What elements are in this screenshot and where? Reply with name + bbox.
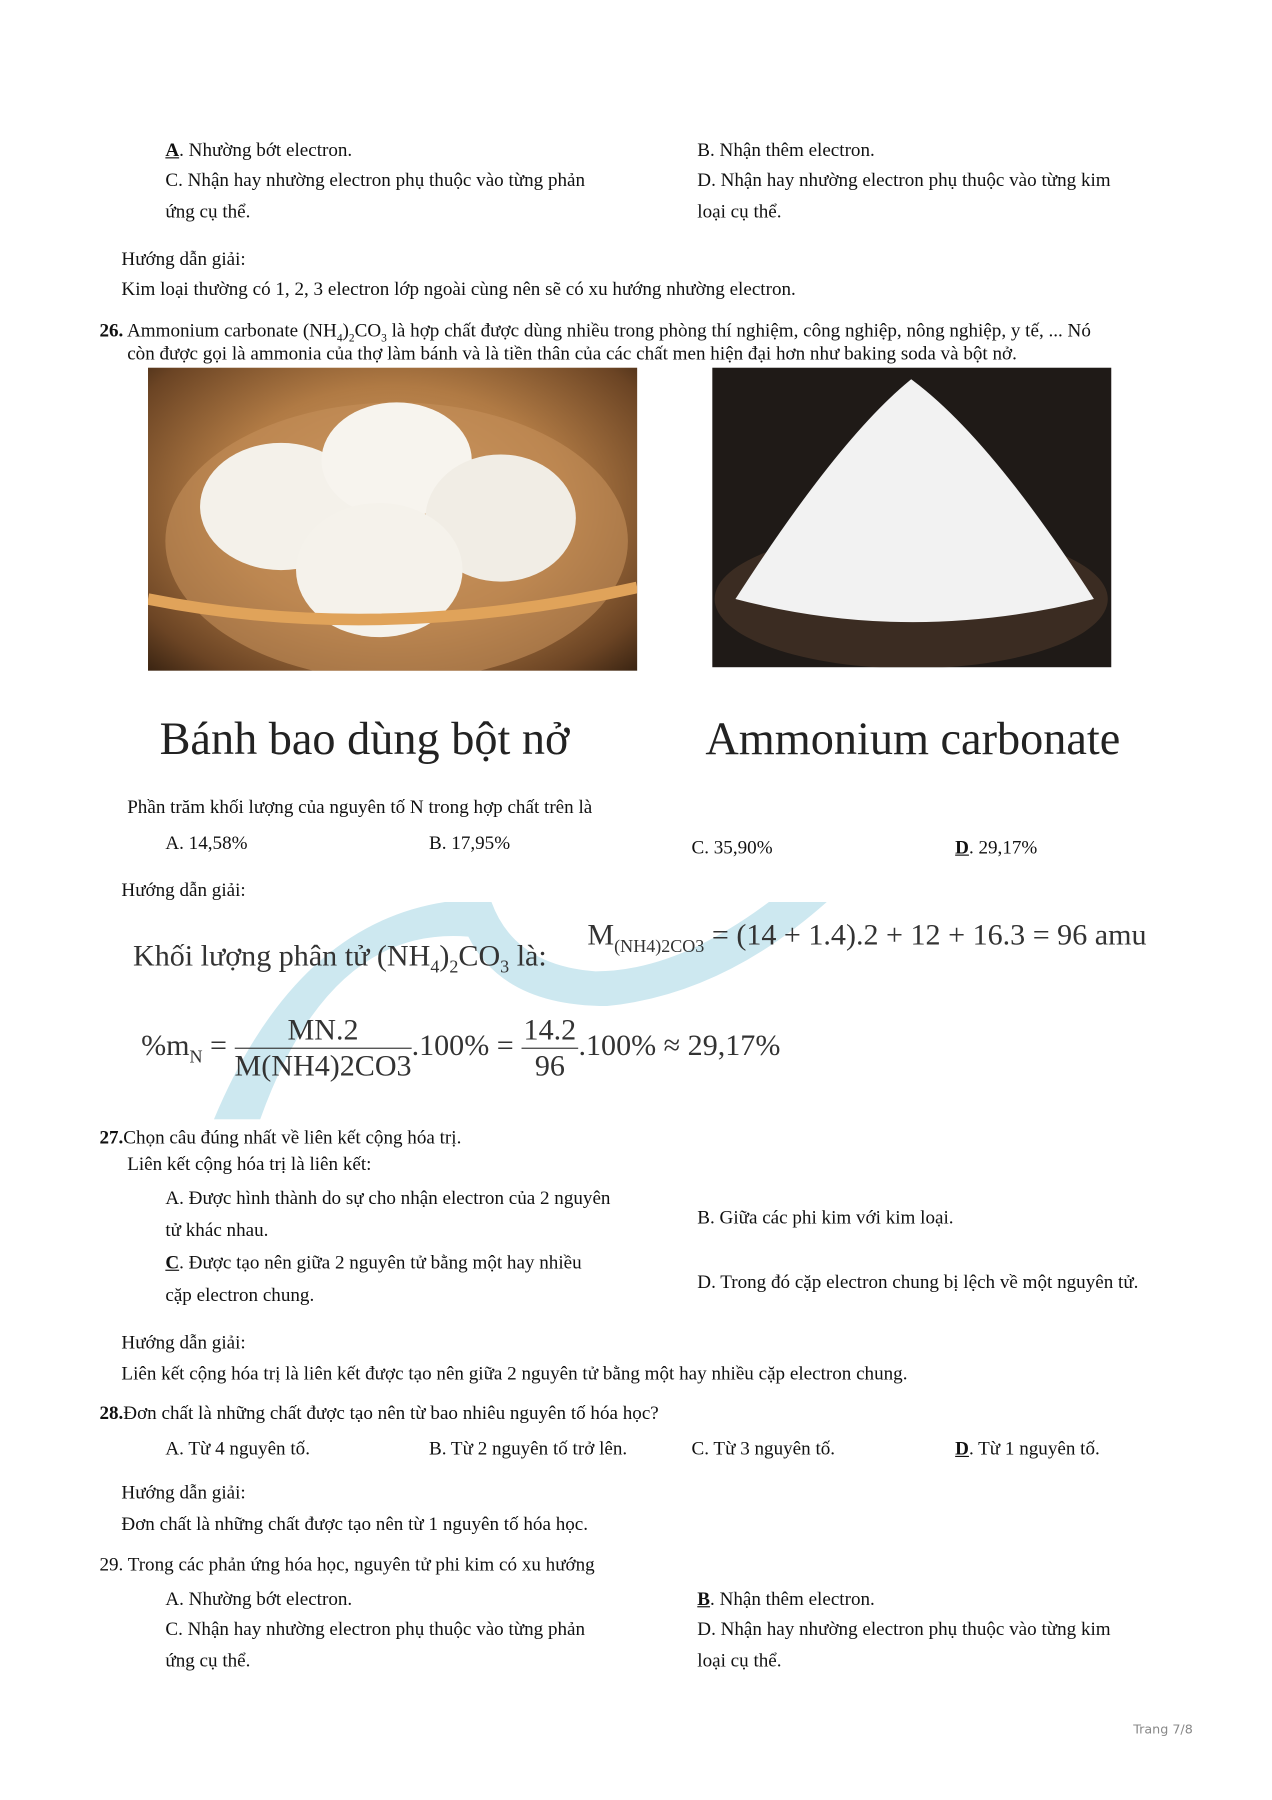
text: M: [587, 918, 615, 952]
text: (NH4)2CO3: [614, 936, 705, 957]
q28-option-d: [955, 1437, 1100, 1460]
text: ): [439, 938, 450, 973]
q27-option-b: B. Giữa các phi kim với kim loại.: [697, 1206, 954, 1229]
q27-option-a: A. Được hình thành do sự cho nhận electron của 2 nguyên: [165, 1186, 611, 1209]
formula-molar-mass-calc: [587, 918, 1146, 958]
text: ): [342, 319, 349, 342]
page-number: Trang 7/8: [1133, 1721, 1193, 1737]
q26-option-c: C. 35,90%: [691, 836, 773, 859]
q25-option-d-cont: loại cụ thể.: [697, 200, 782, 223]
q25-option-b: B. Nhận thêm electron.: [697, 138, 875, 161]
text: là:: [509, 938, 547, 973]
text: .100% ≈ 29,17%: [578, 1028, 781, 1063]
q27-option-d: D. Trong đó cặp electron chung bị lệch về một nguyên tử.: [697, 1270, 1139, 1293]
text: CO: [458, 938, 501, 973]
q29-option-b: [697, 1588, 875, 1611]
answer-letter: C: [165, 1251, 180, 1274]
option-text: . Nhận thêm electron.: [710, 1587, 875, 1610]
q28-option-c: C. Từ 3 nguyên tố.: [691, 1437, 836, 1460]
question-number: 27.: [99, 1126, 124, 1149]
text: 4: [336, 332, 343, 345]
q27-option-c: [165, 1251, 581, 1274]
text: .100% =: [411, 1028, 522, 1063]
formula-percent-n: [141, 1013, 780, 1084]
caption-right: Ammonium carbonate: [705, 712, 1121, 765]
text: là hợp chất được dùng nhiều trong phòng thí nghiệm, công nghiệp, nông nghiệp, y tế, ... Nó: [386, 319, 1091, 342]
q27-option-a-cont: tử khác nhau.: [165, 1218, 269, 1241]
q26-stem-cont: còn được gọi là ammonia của thợ làm bánh và là tiền thân của các chất men hiện đại hơn như baking soda và bột nở.: [127, 342, 1017, 365]
q28-option-a: A. Từ 4 nguyên tố.: [165, 1437, 310, 1460]
q28-guide-label: Hướng dẫn giải:: [121, 1481, 246, 1504]
denominator: 96: [534, 1048, 565, 1083]
q27-stem: Liên kết cộng hóa trị là liên kết:: [127, 1152, 372, 1175]
q29-option-c-cont: ứng cụ thể.: [165, 1648, 251, 1671]
q26-option-b: B. 17,95%: [429, 831, 511, 854]
q29-title: 29. Trong các phản ứng hóa học, nguyên tử phi kim có xu hướng: [99, 1552, 595, 1575]
option-text: . Nhường bớt electron.: [179, 138, 353, 161]
text: Đơn chất là những chất được tạo nên từ bao nhiêu nguyên tố hóa học?: [123, 1401, 659, 1424]
buns-illustration: [148, 368, 637, 671]
q25-guide: Kim loại thường có 1, 2, 3 electron lớp ngoài cùng nên sẽ có xu hướng nhường electron.: [121, 277, 796, 300]
denominator: M(NH4)2CO3: [234, 1048, 412, 1083]
powder-illustration: [712, 368, 1111, 667]
caption-left: Bánh bao dùng bột nở: [159, 712, 570, 765]
answer-letter: D: [955, 836, 969, 859]
text: 4: [430, 957, 440, 978]
text: =: [202, 1028, 235, 1063]
answer-letter: A: [165, 138, 180, 161]
q27-guide-label: Hướng dẫn giải:: [121, 1330, 246, 1353]
option-text: . Được tạo nên giữa 2 nguyên tử bằng một hay nhiều: [179, 1251, 582, 1274]
q25-option-a: [165, 139, 352, 162]
text: Khối lượng phân tử (NH: [132, 938, 431, 973]
q25-option-c-cont: ứng cụ thể.: [165, 200, 251, 223]
q29-option-a: A. Nhường bớt electron.: [165, 1587, 353, 1610]
q26-option-a: A. 14,58%: [165, 831, 248, 854]
answer-letter: B: [697, 1587, 711, 1610]
fraction: [521, 1013, 578, 1084]
text: Ammonium carbonate (NH: [123, 319, 337, 342]
question-number: 28.: [99, 1401, 124, 1424]
text: %m: [141, 1028, 190, 1063]
q25-guide-label: Hướng dẫn giải:: [121, 247, 246, 270]
numerator: 14.2: [521, 1013, 578, 1049]
text: 2: [449, 957, 459, 978]
fraction: [235, 1013, 412, 1084]
q27-title: [99, 1126, 461, 1149]
q27-guide: Liên kết cộng hóa trị là liên kết được tạo nên giữa 2 nguyên tử bằng một hay nhiều cặp electron chung.: [121, 1362, 908, 1385]
q29-option-d: D. Nhận hay nhường electron phụ thuộc vào từng kim: [697, 1617, 1111, 1640]
q26-question: Phần trăm khối lượng của nguyên tố N trong hợp chất trên là: [127, 795, 593, 818]
steamed-buns-image: [148, 368, 637, 671]
option-text: . Từ 1 nguyên tố.: [968, 1437, 1100, 1460]
q28-option-b: B. Từ 2 nguyên tố trở lên.: [429, 1437, 628, 1460]
text: = (14 + 1.4).2 + 12 + 16.3 = 96 amu: [711, 918, 1147, 952]
q27-option-c-cont: cặp electron chung.: [165, 1283, 315, 1306]
formula-molar-mass: [133, 939, 547, 979]
numerator: MN.2: [235, 1013, 412, 1049]
text: 2: [348, 332, 355, 345]
q26-option-d: [955, 836, 1037, 859]
text: 3: [381, 332, 387, 345]
q25-option-c: C. Nhận hay nhường electron phụ thuộc vào từng phản: [165, 168, 586, 191]
answer-letter: D: [955, 1437, 969, 1460]
ammonium-carbonate-image: [712, 368, 1111, 667]
q29-option-c: C. Nhận hay nhường electron phụ thuộc vào từng phản: [165, 1617, 586, 1640]
option-text: . 29,17%: [968, 836, 1038, 859]
question-number: 26.: [99, 319, 124, 342]
q29-option-d-cont: loại cụ thể.: [697, 1648, 782, 1671]
q28-guide: Đơn chất là những chất được tạo nên từ 1 nguyên tố hóa học.: [121, 1512, 589, 1535]
q25-option-d: D. Nhận hay nhường electron phụ thuộc vào từng kim: [697, 168, 1111, 191]
q28-title: [99, 1402, 658, 1425]
text: Chọn câu đúng nhất về liên kết cộng hóa trị.: [123, 1126, 462, 1149]
text: CO: [354, 319, 382, 342]
q26-guide-label: Hướng dẫn giải:: [121, 878, 246, 901]
text: N: [189, 1047, 203, 1067]
text: 3: [500, 957, 510, 978]
